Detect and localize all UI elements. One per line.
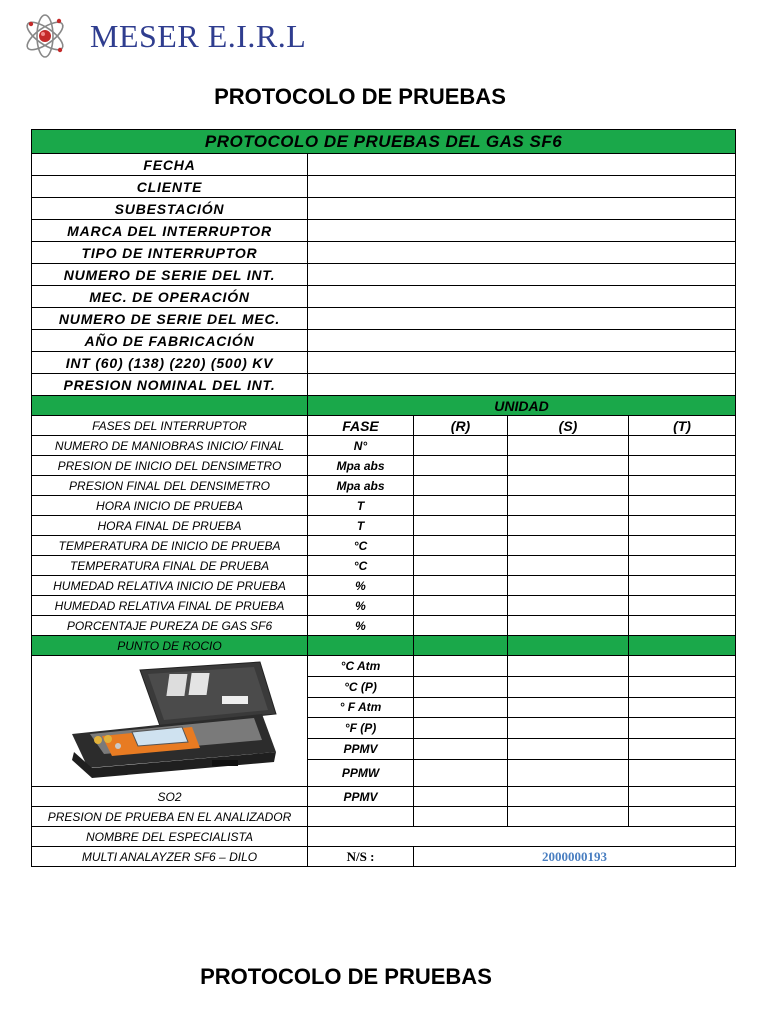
phase-s-value[interactable] bbox=[508, 676, 629, 697]
phase-r-value[interactable] bbox=[414, 576, 508, 596]
info-label: CLIENTE bbox=[32, 176, 308, 198]
phase-t-value[interactable] bbox=[629, 496, 736, 516]
unidad-label: UNIDAD bbox=[308, 396, 736, 416]
phase-t-value[interactable] bbox=[629, 697, 736, 718]
table-row bbox=[32, 352, 736, 374]
table-row bbox=[32, 496, 736, 516]
phase-r-value[interactable] bbox=[414, 759, 508, 786]
atom-icon bbox=[22, 10, 72, 62]
dew-point-label: PUNTO DE ROCIO bbox=[32, 636, 308, 656]
unidad-spacer bbox=[32, 396, 308, 416]
phase-header-label: FASES DEL INTERRUPTOR bbox=[32, 416, 308, 436]
phase-s-value[interactable] bbox=[508, 718, 629, 739]
phase-r-value[interactable] bbox=[414, 656, 508, 677]
phase-t-value[interactable] bbox=[629, 596, 736, 616]
info-label: PRESION NOMINAL DEL INT. bbox=[32, 374, 308, 396]
serial-number-value: 2000000193 bbox=[414, 847, 736, 867]
dew-point-unit: PPMV bbox=[308, 739, 414, 760]
info-label: TIPO DE INTERRUPTOR bbox=[32, 242, 308, 264]
phase-s-value[interactable] bbox=[508, 576, 629, 596]
phase-s-value[interactable] bbox=[508, 436, 629, 456]
table-row bbox=[32, 847, 736, 867]
dew-point-unit: ° F Atm bbox=[308, 697, 414, 718]
table-row bbox=[32, 308, 736, 330]
phase-t-value[interactable] bbox=[629, 718, 736, 739]
phase-r-value[interactable] bbox=[414, 456, 508, 476]
test-label: HORA INICIO DE PRUEBA bbox=[32, 496, 308, 516]
info-label: MARCA DEL INTERRUPTOR bbox=[32, 220, 308, 242]
info-value-field[interactable] bbox=[308, 176, 736, 198]
info-label: MEC. DE OPERACIÓN bbox=[32, 286, 308, 308]
protocol-table bbox=[31, 129, 736, 867]
table-row bbox=[32, 536, 736, 556]
phase-s-value[interactable] bbox=[508, 656, 629, 677]
phase-s-value[interactable] bbox=[508, 616, 629, 636]
phase-s-value[interactable] bbox=[508, 807, 629, 827]
info-value-field[interactable] bbox=[308, 286, 736, 308]
phase-r-value[interactable] bbox=[414, 718, 508, 739]
info-label: SUBESTACIÓN bbox=[32, 198, 308, 220]
so2-unit: PPMV bbox=[308, 787, 414, 807]
table-row bbox=[32, 596, 736, 616]
phase-r-value[interactable] bbox=[414, 787, 508, 807]
info-label: NUMERO DE SERIE DEL MEC. bbox=[32, 308, 308, 330]
phase-r-value[interactable] bbox=[414, 596, 508, 616]
dew-point-unit: °F (P) bbox=[308, 718, 414, 739]
phase-s-value[interactable] bbox=[508, 697, 629, 718]
phase-t-value[interactable] bbox=[629, 656, 736, 677]
info-value-field[interactable] bbox=[308, 198, 736, 220]
phase-t-value[interactable] bbox=[629, 676, 736, 697]
table-row bbox=[32, 436, 736, 456]
table-row bbox=[32, 416, 736, 436]
test-unit: °C bbox=[308, 556, 414, 576]
phase-r-header: (R) bbox=[414, 416, 508, 436]
phase-s-value[interactable] bbox=[508, 536, 629, 556]
phase-t-value[interactable] bbox=[629, 436, 736, 456]
table-row bbox=[32, 330, 736, 352]
gas-analyzer-photo bbox=[32, 656, 308, 781]
table-row bbox=[32, 176, 736, 198]
table-row bbox=[32, 396, 736, 416]
test-unit: % bbox=[308, 576, 414, 596]
phase-t-value[interactable] bbox=[629, 616, 736, 636]
test-label: PRESION DE INICIO DEL DENSIMETRO bbox=[32, 456, 308, 476]
phase-t-value[interactable] bbox=[629, 576, 736, 596]
specialist-label: NOMBRE DEL ESPECIALISTA bbox=[32, 827, 308, 847]
test-label: PORCENTAJE PUREZA DE GAS SF6 bbox=[32, 616, 308, 636]
table-row bbox=[32, 198, 736, 220]
test-unit: Mpa abs bbox=[308, 476, 414, 496]
phase-r-value[interactable] bbox=[414, 739, 508, 760]
table-row bbox=[32, 516, 736, 536]
phase-s-value[interactable] bbox=[508, 456, 629, 476]
phase-t-value[interactable] bbox=[629, 516, 736, 536]
table-row bbox=[32, 242, 736, 264]
dew-point-spacer bbox=[508, 636, 629, 656]
info-value-field[interactable] bbox=[308, 308, 736, 330]
phase-t-value[interactable] bbox=[629, 556, 736, 576]
info-value-field[interactable] bbox=[308, 352, 736, 374]
page-title: PROTOCOLO DE PRUEBAS bbox=[214, 84, 506, 109]
info-label: NUMERO DE SERIE DEL INT. bbox=[32, 264, 308, 286]
phase-s-value[interactable] bbox=[508, 787, 629, 807]
test-label: PRESION FINAL DEL DENSIMETRO bbox=[32, 476, 308, 496]
phase-r-value[interactable] bbox=[414, 556, 508, 576]
test-label: NUMERO DE MANIOBRAS INICIO/ FINAL bbox=[32, 436, 308, 456]
table-row bbox=[32, 556, 736, 576]
phase-r-value[interactable] bbox=[414, 616, 508, 636]
test-label: HUMEDAD RELATIVA INICIO DE PRUEBA bbox=[32, 576, 308, 596]
phase-r-value[interactable] bbox=[414, 496, 508, 516]
test-unit: °C bbox=[308, 536, 414, 556]
info-value-field[interactable] bbox=[308, 264, 736, 286]
phase-t-header: (T) bbox=[629, 416, 736, 436]
table-row bbox=[32, 827, 736, 847]
table-row bbox=[32, 374, 736, 396]
table-row bbox=[32, 220, 736, 242]
phase-s-value[interactable] bbox=[508, 739, 629, 760]
info-value-field[interactable] bbox=[308, 330, 736, 352]
phase-t-value[interactable] bbox=[629, 759, 736, 786]
info-value-field[interactable] bbox=[308, 242, 736, 264]
test-label: TEMPERATURA FINAL DE PRUEBA bbox=[32, 556, 308, 576]
table-row bbox=[32, 656, 736, 677]
table-title: PROTOCOLO DE PRUEBAS DEL GAS SF6 bbox=[32, 130, 736, 154]
dew-point-unit: °C Atm bbox=[308, 656, 414, 677]
phase-s-value[interactable] bbox=[508, 496, 629, 516]
test-unit: Mpa abs bbox=[308, 456, 414, 476]
table-row bbox=[32, 456, 736, 476]
test-unit: % bbox=[308, 616, 414, 636]
phase-r-value[interactable] bbox=[414, 436, 508, 456]
test-label: HORA FINAL DE PRUEBA bbox=[32, 516, 308, 536]
serial-number-label: N/S : bbox=[308, 847, 414, 867]
test-label: HUMEDAD RELATIVA FINAL DE PRUEBA bbox=[32, 596, 308, 616]
info-value-field[interactable] bbox=[308, 220, 736, 242]
dew-point-spacer bbox=[629, 636, 736, 656]
phase-s-value[interactable] bbox=[508, 476, 629, 496]
table-row bbox=[32, 636, 736, 656]
info-value-field[interactable] bbox=[308, 374, 736, 396]
info-label: FECHA bbox=[32, 154, 308, 176]
table-row bbox=[32, 787, 736, 807]
phase-t-value[interactable] bbox=[629, 807, 736, 827]
phase-r-value[interactable] bbox=[414, 536, 508, 556]
dew-point-spacer bbox=[414, 636, 508, 656]
info-label: AÑO DE FABRICACIÓN bbox=[32, 330, 308, 352]
phase-t-value[interactable] bbox=[629, 456, 736, 476]
phase-s-value[interactable] bbox=[508, 556, 629, 576]
info-label: INT (60) (138) (220) (500) KV bbox=[32, 352, 308, 374]
phase-t-value[interactable] bbox=[629, 536, 736, 556]
analyzer-pressure-unit[interactable] bbox=[308, 807, 414, 827]
specialist-name-field[interactable] bbox=[308, 827, 736, 847]
page-title-bottom: PROTOCOLO DE PRUEBAS bbox=[200, 964, 492, 989]
dew-point-unit: °C (P) bbox=[308, 676, 414, 697]
test-label: TEMPERATURA DE INICIO DE PRUEBA bbox=[32, 536, 308, 556]
dew-point-unit: PPMW bbox=[308, 759, 414, 786]
phase-t-value[interactable] bbox=[629, 787, 736, 807]
phase-r-value[interactable] bbox=[414, 807, 508, 827]
table-row bbox=[32, 286, 736, 308]
phase-header-unit: FASE bbox=[308, 416, 414, 436]
test-unit: N° bbox=[308, 436, 414, 456]
table-row bbox=[32, 476, 736, 496]
phase-t-value[interactable] bbox=[629, 739, 736, 760]
company-logo bbox=[22, 10, 307, 62]
test-unit: % bbox=[308, 596, 414, 616]
analyzer-label: MULTI ANALAYZER SF6 – DILO bbox=[32, 847, 308, 867]
table-row bbox=[32, 154, 736, 176]
dew-point-spacer bbox=[308, 636, 414, 656]
phase-r-value[interactable] bbox=[414, 697, 508, 718]
phase-r-value[interactable] bbox=[414, 476, 508, 496]
table-row bbox=[32, 807, 736, 827]
test-unit: T bbox=[308, 496, 414, 516]
info-value-field[interactable] bbox=[308, 154, 736, 176]
phase-s-value[interactable] bbox=[508, 516, 629, 536]
phase-s-header: (S) bbox=[508, 416, 629, 436]
phase-t-value[interactable] bbox=[629, 476, 736, 496]
table-row bbox=[32, 616, 736, 636]
phase-s-value[interactable] bbox=[508, 759, 629, 786]
company-name: MESER E.I.R.L bbox=[90, 18, 307, 54]
test-unit: T bbox=[308, 516, 414, 536]
table-row bbox=[32, 576, 736, 596]
phase-r-value[interactable] bbox=[414, 516, 508, 536]
phase-s-value[interactable] bbox=[508, 596, 629, 616]
phase-r-value[interactable] bbox=[414, 676, 508, 697]
so2-label: SO2 bbox=[32, 787, 308, 807]
analyzer-pressure-label: PRESION DE PRUEBA EN EL ANALIZADOR bbox=[32, 807, 308, 827]
analyzer-image bbox=[32, 656, 308, 787]
table-row bbox=[32, 264, 736, 286]
